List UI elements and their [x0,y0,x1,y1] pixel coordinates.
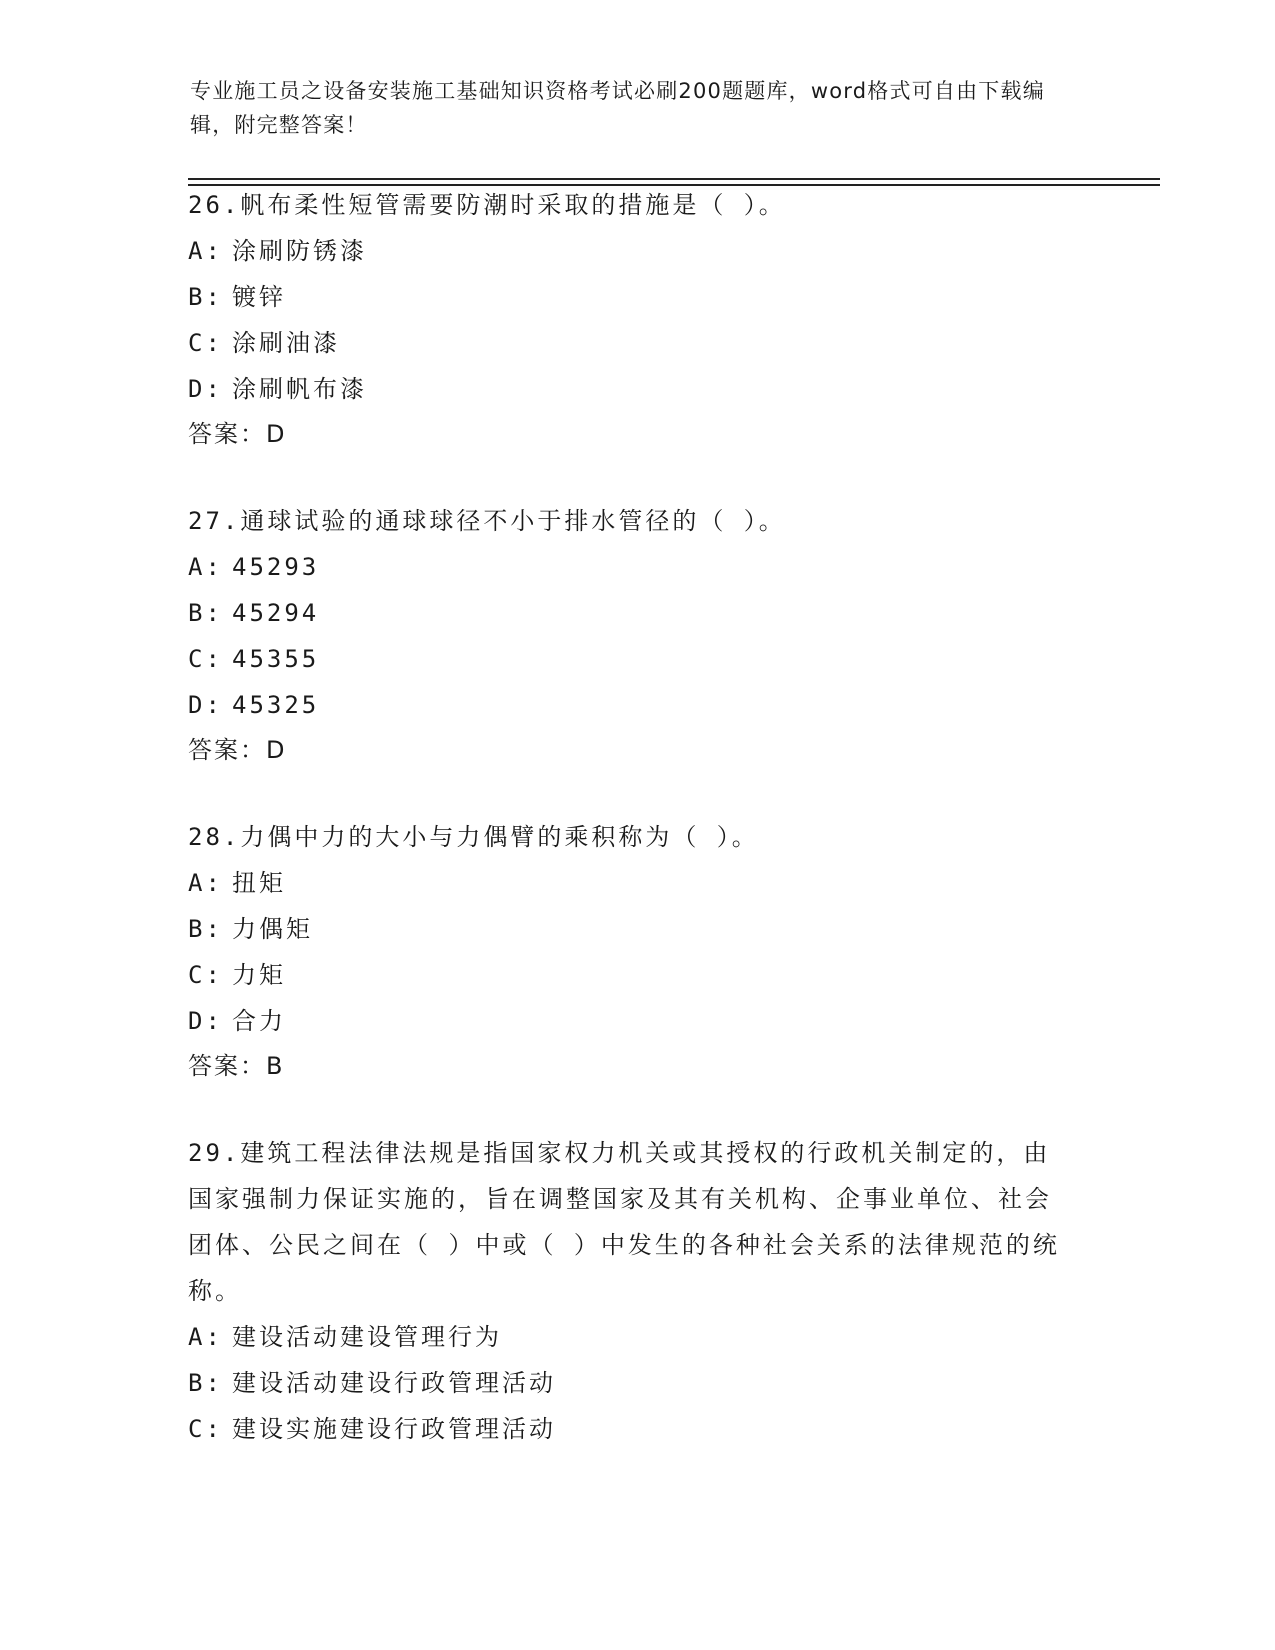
question-26 [188,182,1068,456]
answer [188,412,1068,456]
option-a [188,228,1068,274]
option-text: 涂刷油漆 [232,329,340,357]
answer [188,728,1068,772]
answer-label: 答案： [188,736,266,764]
option-key: A: [188,553,223,581]
answer-value: D [266,420,286,448]
answer [188,1044,1068,1088]
option-key: B: [188,1369,223,1397]
option-key: D: [188,1007,223,1035]
option-c [188,1406,1068,1452]
question-28 [188,814,1068,1088]
option-b [188,906,1068,952]
option-a [188,860,1068,906]
option-key: B: [188,599,223,627]
question-stem: 26.帆布柔性短管需要防潮时采取的措施是（ ）。 [188,191,786,219]
question-29 [188,1130,1068,1452]
option-c [188,320,1068,366]
option-text: 建设活动建设管理行为 [232,1323,502,1351]
option-a [188,544,1068,590]
option-d [188,998,1068,1044]
option-key: C: [188,1415,223,1443]
option-text: 45355 [232,645,320,673]
option-c [188,952,1068,998]
answer-value: D [266,736,286,764]
option-a [188,1314,1068,1360]
option-text: 镀锌 [232,283,286,311]
question-stem: 29.建筑工程法律法规是指国家权力机关或其授权的行政机关制定的，由国家强制力保证实施的，旨在调整国家及其有关机构、企事业单位、社会团体、公民之间在（ ）中或（ ）中发生的各种社会关系的法律规范的统称。 [188,1139,1060,1305]
option-text: 45294 [232,599,320,627]
option-key: C: [188,329,223,357]
option-d [188,366,1068,412]
question-27 [188,498,1068,772]
option-text: 扭矩 [232,869,286,897]
option-text: 建设实施建设行政管理活动 [232,1415,556,1443]
answer-label: 答案： [188,1052,266,1080]
document-header: 专业施工员之设备安装施工基础知识资格考试必刷200题题库，word格式可自由下载编辑，附完整答案！ [190,79,1045,137]
option-b [188,274,1068,320]
option-key: A: [188,1323,223,1351]
option-key: D: [188,375,223,403]
option-key: D: [188,691,223,719]
option-text: 45325 [232,691,320,719]
option-text: 力矩 [232,961,286,989]
option-text: 涂刷防锈漆 [232,237,367,265]
option-text: 力偶矩 [232,915,313,943]
option-key: B: [188,915,223,943]
option-key: C: [188,961,223,989]
option-key: B: [188,283,223,311]
option-key: A: [188,237,223,265]
option-text: 建设活动建设行政管理活动 [232,1369,556,1397]
option-text: 合力 [232,1007,286,1035]
option-key: C: [188,645,223,673]
option-c [188,636,1068,682]
question-stem: 28.力偶中力的大小与力偶臂的乘积称为（ ）。 [188,823,759,851]
answer-label: 答案： [188,420,266,448]
option-key: A: [188,869,223,897]
option-text: 45293 [232,553,320,581]
option-b [188,1360,1068,1406]
option-text: 涂刷帆布漆 [232,375,367,403]
header-divider-top [188,178,1160,180]
option-d [188,682,1068,728]
answer-value: B [266,1052,284,1080]
question-stem: 27.通球试验的通球球径不小于排水管径的（ ）。 [188,507,786,535]
option-b [188,590,1068,636]
